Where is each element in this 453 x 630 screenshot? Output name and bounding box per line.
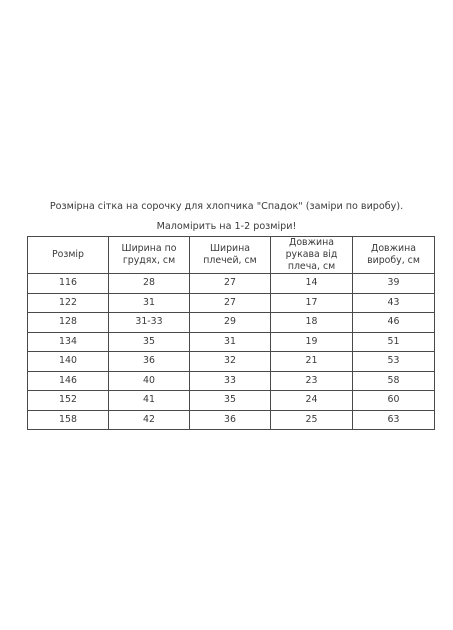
table-cell: 152 xyxy=(28,391,109,411)
table-cell: 27 xyxy=(190,274,271,294)
table-row xyxy=(28,352,435,372)
table-cell: 31-33 xyxy=(109,313,190,333)
table-cell: 122 xyxy=(28,293,109,313)
header-size: Розмір xyxy=(28,237,109,274)
table-cell: 40 xyxy=(109,371,190,391)
table-cell: 18 xyxy=(271,313,353,333)
document-title: Розмірна сітка на сорочку для хлопчика "Спадок" (заміри по виробу). xyxy=(49,201,404,212)
table-cell: 46 xyxy=(353,313,435,333)
table-row xyxy=(28,371,435,391)
size-chart-table xyxy=(27,236,435,430)
header-garment-length: Довжина виробу, см xyxy=(353,237,435,274)
table-row xyxy=(28,274,435,294)
table-cell: 128 xyxy=(28,313,109,333)
table-cell: 140 xyxy=(28,352,109,372)
table-cell: 32 xyxy=(190,352,271,372)
table-row xyxy=(28,410,435,430)
table-cell: 21 xyxy=(271,352,353,372)
table-row xyxy=(28,391,435,411)
table-cell: 58 xyxy=(353,371,435,391)
header-chest-width: Ширина по грудях, см xyxy=(109,237,190,274)
table-cell: 35 xyxy=(190,391,271,411)
table-header-row xyxy=(28,237,435,274)
table-cell: 42 xyxy=(109,410,190,430)
table-cell: 14 xyxy=(271,274,353,294)
size-note: Маломірить на 1-2 розміри! xyxy=(156,221,297,232)
table-cell: 41 xyxy=(109,391,190,411)
header-shoulder-width: Ширина плечей, см xyxy=(190,237,271,274)
table-cell: 27 xyxy=(190,293,271,313)
table-cell: 53 xyxy=(353,352,435,372)
table-cell: 36 xyxy=(190,410,271,430)
table-row xyxy=(28,313,435,333)
table-cell: 25 xyxy=(271,410,353,430)
table-cell: 116 xyxy=(28,274,109,294)
table-cell: 35 xyxy=(109,332,190,352)
table-cell: 60 xyxy=(353,391,435,411)
header-sleeve-length: Довжина рукава від плеча, см xyxy=(271,237,353,274)
table-cell: 158 xyxy=(28,410,109,430)
table-cell: 39 xyxy=(353,274,435,294)
table-cell: 51 xyxy=(353,332,435,352)
table-cell: 17 xyxy=(271,293,353,313)
table-cell: 23 xyxy=(271,371,353,391)
table-row xyxy=(28,332,435,352)
table-row xyxy=(28,293,435,313)
table-cell: 29 xyxy=(190,313,271,333)
table-cell: 19 xyxy=(271,332,353,352)
table-cell: 36 xyxy=(109,352,190,372)
table-cell: 134 xyxy=(28,332,109,352)
table-cell: 28 xyxy=(109,274,190,294)
table-cell: 63 xyxy=(353,410,435,430)
table-cell: 24 xyxy=(271,391,353,411)
table-cell: 33 xyxy=(190,371,271,391)
table-cell: 31 xyxy=(190,332,271,352)
table-cell: 146 xyxy=(28,371,109,391)
table-cell: 43 xyxy=(353,293,435,313)
table-cell: 31 xyxy=(109,293,190,313)
